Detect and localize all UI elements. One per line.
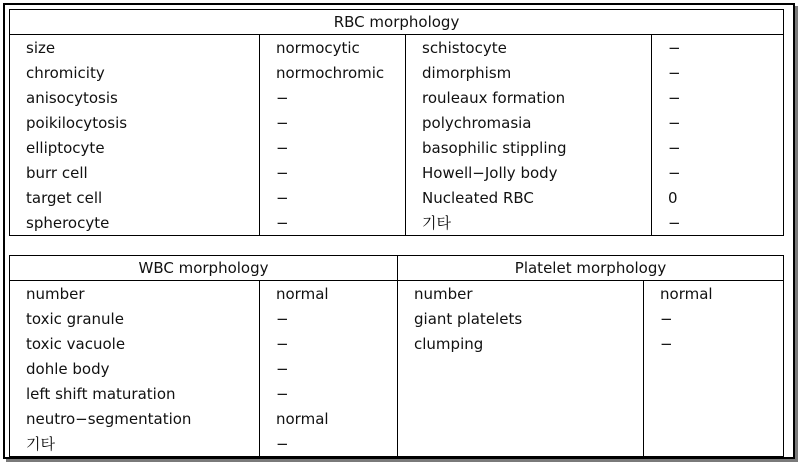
empty-cell <box>644 406 784 431</box>
table-row <box>10 306 784 331</box>
rbc-param-value: − <box>260 185 406 210</box>
wbc-param-value: − <box>260 431 398 457</box>
rbc-param-label: polychromasia <box>406 110 652 135</box>
empty-cell <box>398 356 644 381</box>
rbc-param-value: − <box>652 60 784 85</box>
rbc-param-value: − <box>260 135 406 160</box>
table-row <box>10 110 784 135</box>
rbc-param-label: schistocyte <box>406 35 652 61</box>
rbc-param-value: normochromic <box>260 60 406 85</box>
rbc-param-value: − <box>652 160 784 185</box>
rbc-param-label: basophilic stippling <box>406 135 652 160</box>
platelet-param-label: giant platelets <box>398 306 644 331</box>
rbc-param-value: − <box>260 210 406 236</box>
wbc-param-value: − <box>260 306 398 331</box>
empty-cell <box>398 406 644 431</box>
wbc-param-value: normal <box>260 406 398 431</box>
rbc-param-value: − <box>652 85 784 110</box>
rbc-param-label: 기타 <box>406 210 652 236</box>
rbc-param-label: spherocyte <box>26 214 110 232</box>
empty-cell <box>644 381 784 406</box>
table-row <box>10 406 784 431</box>
wbc-param-label: number <box>26 285 85 303</box>
wbc-param-label: neutro−segmentation <box>26 410 192 428</box>
empty-cell <box>398 381 644 406</box>
table-row <box>10 281 784 307</box>
rbc-param-value: − <box>652 35 784 61</box>
platelet-param-value: normal <box>644 281 784 307</box>
table-row <box>10 431 784 457</box>
rbc-param-value: − <box>652 135 784 160</box>
rbc-param-label: target cell <box>26 189 103 207</box>
empty-cell <box>644 356 784 381</box>
rbc-param-label: dimorphism <box>406 60 652 85</box>
rbc-morphology-title: RBC morphology <box>10 10 784 35</box>
rbc-param-label: elliptocyte <box>26 139 105 157</box>
wbc-param-value: normal <box>260 281 398 307</box>
rbc-param-label: rouleaux formation <box>406 85 652 110</box>
platelet-param-value: − <box>644 331 784 356</box>
wbc-param-label: toxic granule <box>26 310 124 328</box>
table-row <box>10 356 784 381</box>
rbc-param-value: − <box>652 110 784 135</box>
rbc-param-label: burr cell <box>26 164 88 182</box>
wbc-param-label: toxic vacuole <box>26 335 126 353</box>
rbc-param-value: − <box>652 210 784 236</box>
empty-cell <box>644 431 784 457</box>
table-row <box>10 60 784 85</box>
empty-cell <box>398 431 644 457</box>
rbc-param-value: − <box>260 110 406 135</box>
wbc-param-value: − <box>260 381 398 406</box>
rbc-param-label: Howell−Jolly body <box>406 160 652 185</box>
table-row <box>10 35 784 61</box>
rbc-param-value: − <box>260 85 406 110</box>
table-row <box>10 185 784 210</box>
table-row <box>10 210 784 236</box>
wbc-platelet-morphology-table <box>9 255 784 457</box>
table-row <box>10 135 784 160</box>
wbc-param-value: − <box>260 356 398 381</box>
rbc-param-label: chromicity <box>26 64 105 82</box>
rbc-param-value: 0 <box>652 185 784 210</box>
rbc-param-value: normocytic <box>260 35 406 61</box>
platelet-param-label: clumping <box>398 331 644 356</box>
wbc-param-label: dohle body <box>26 360 110 378</box>
rbc-param-label: poikilocytosis <box>26 114 128 132</box>
platelet-param-label: number <box>398 281 644 307</box>
wbc-morphology-title: WBC morphology <box>10 256 398 281</box>
rbc-morphology-table <box>9 9 784 236</box>
table-row <box>10 331 784 356</box>
wbc-param-value: − <box>260 331 398 356</box>
table-row <box>10 160 784 185</box>
rbc-param-value: − <box>260 160 406 185</box>
wbc-param-label: left shift maturation <box>26 385 176 403</box>
rbc-param-label: size <box>26 39 56 57</box>
table-row <box>10 85 784 110</box>
platelet-morphology-title: Platelet morphology <box>398 256 784 281</box>
platelet-param-value: − <box>644 306 784 331</box>
wbc-param-label: 기타 <box>26 435 55 453</box>
rbc-param-label: Nucleated RBC <box>406 185 652 210</box>
rbc-param-label: anisocytosis <box>26 89 118 107</box>
table-row <box>10 381 784 406</box>
